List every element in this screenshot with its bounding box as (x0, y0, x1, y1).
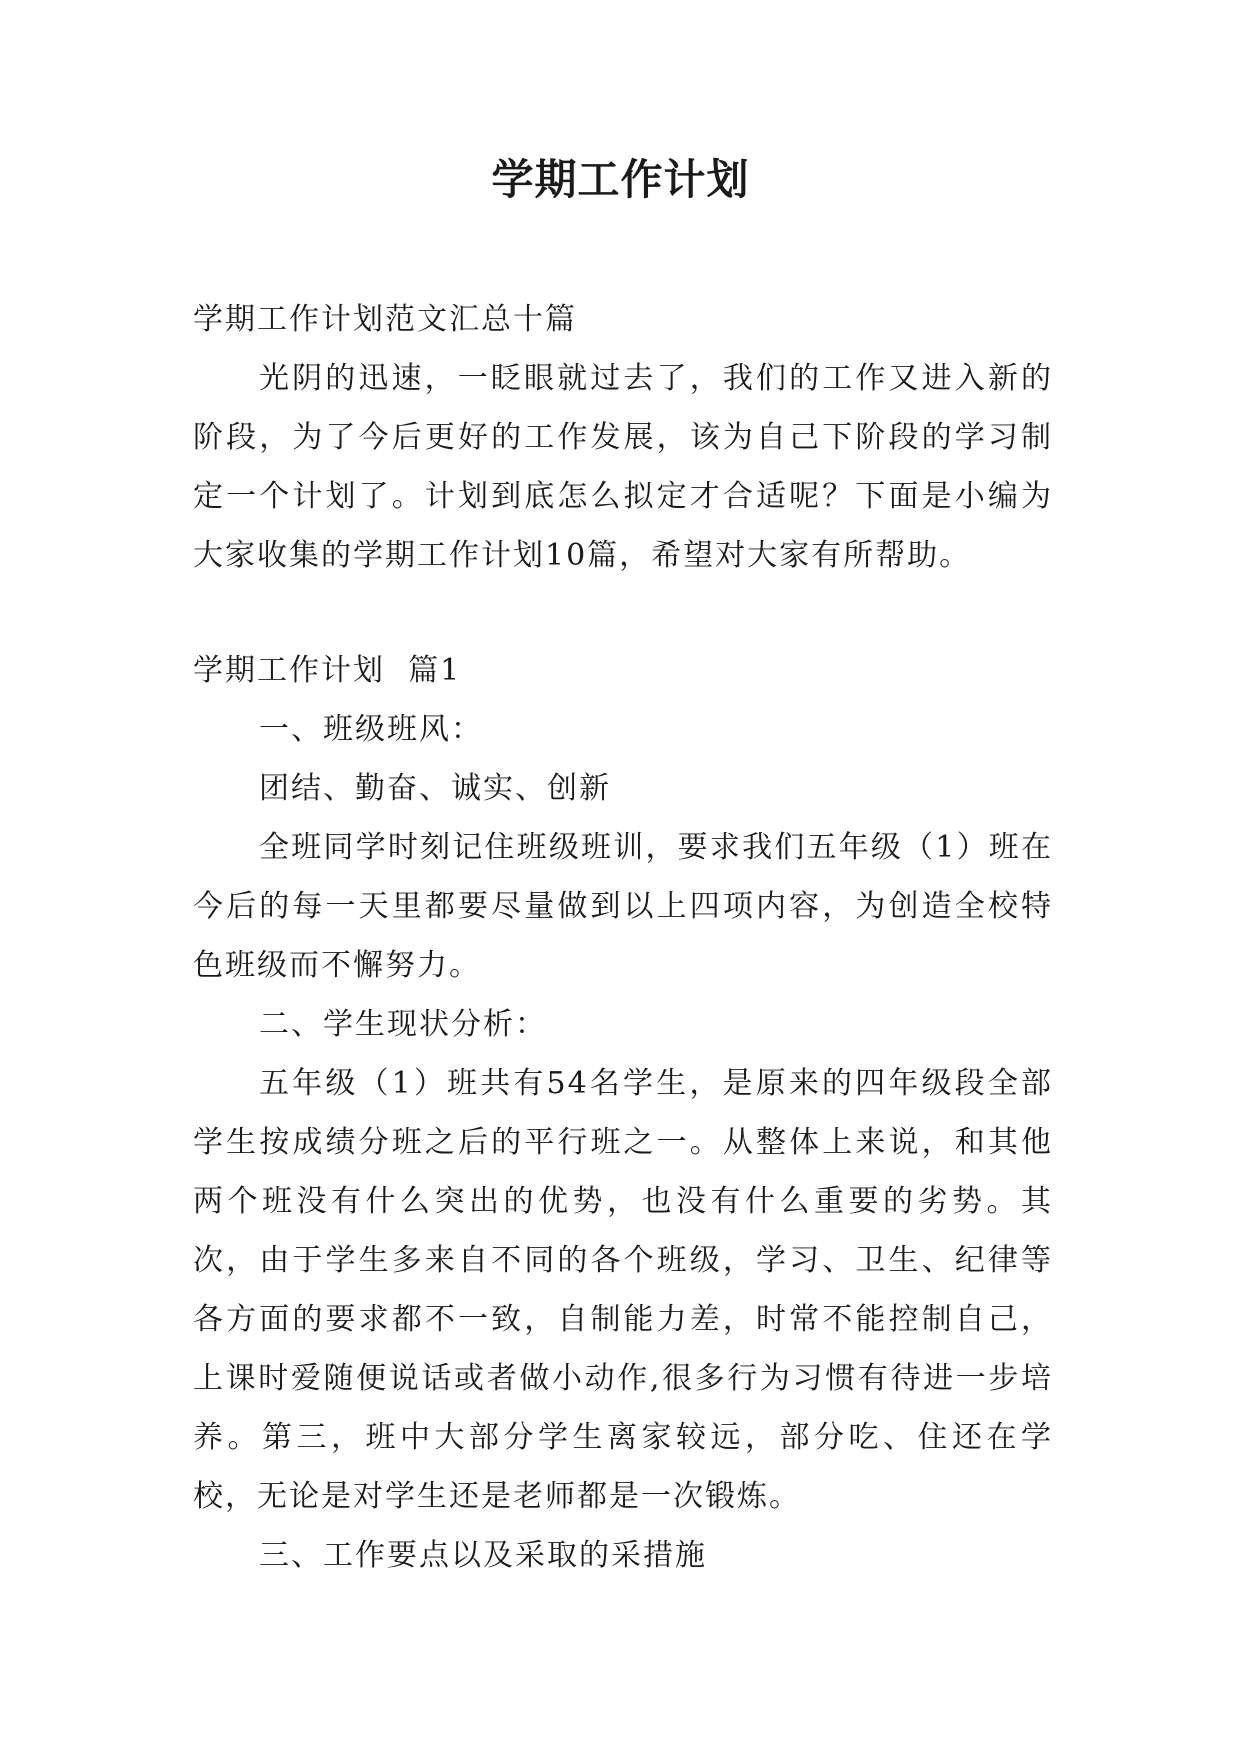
document-subtitle: 学期工作计划范文汇总十篇 (193, 302, 577, 337)
heading-class-style: 一、班级班风： (259, 712, 483, 747)
paragraph-student-analysis: 五年级（1）班共有54名学生，是原来的四年级段全部学生按成绩分班之后的平行班之一。从整体上来说，和其他两个班没有什么突出的优势，也没有什么重要的劣势。其次，由于学生多来自不同的各个班级，学习、卫生、纪律等各方面的要求都不一致，自制能力差，时常不能控制自己，上课时爱随便说话或者做小动作,很多行为习惯有待进一步培养。第三，班中大部分学生离家较远，部分吃、住还在学校，无论是对学生还是老师都是一次锻炼。 (193, 1066, 1053, 1514)
document-title: 学期工作计划 (491, 155, 750, 204)
class-motto: 团结、勤奋、诚实、创新 (259, 771, 611, 806)
paragraph-class-motto: 全班同学时刻记住班级班训，要求我们五年级（1）班在今后的每一天里都要尽量做到以上四项内容，为创造全校特色班级而不懈努力。 (193, 830, 1053, 983)
section-heading: 学期工作计划 篇1 (193, 653, 462, 688)
heading-student-analysis: 二、学生现状分析： (259, 1007, 547, 1042)
intro-paragraph: 光阴的迅速，一眨眼就过去了，我们的工作又进入新的阶段，为了今后更好的工作发展，该为自己下阶段的学习制定一个计划了。计划到底怎么拟定才合适呢？下面是小编为大家收集的学期工作计划10篇，希望对大家有所帮助。 (193, 361, 1053, 573)
paragraph-spacer (193, 585, 1053, 641)
document-body (193, 290, 1053, 1585)
heading-work-points: 三、工作要点以及采取的采措施 (259, 1538, 707, 1573)
